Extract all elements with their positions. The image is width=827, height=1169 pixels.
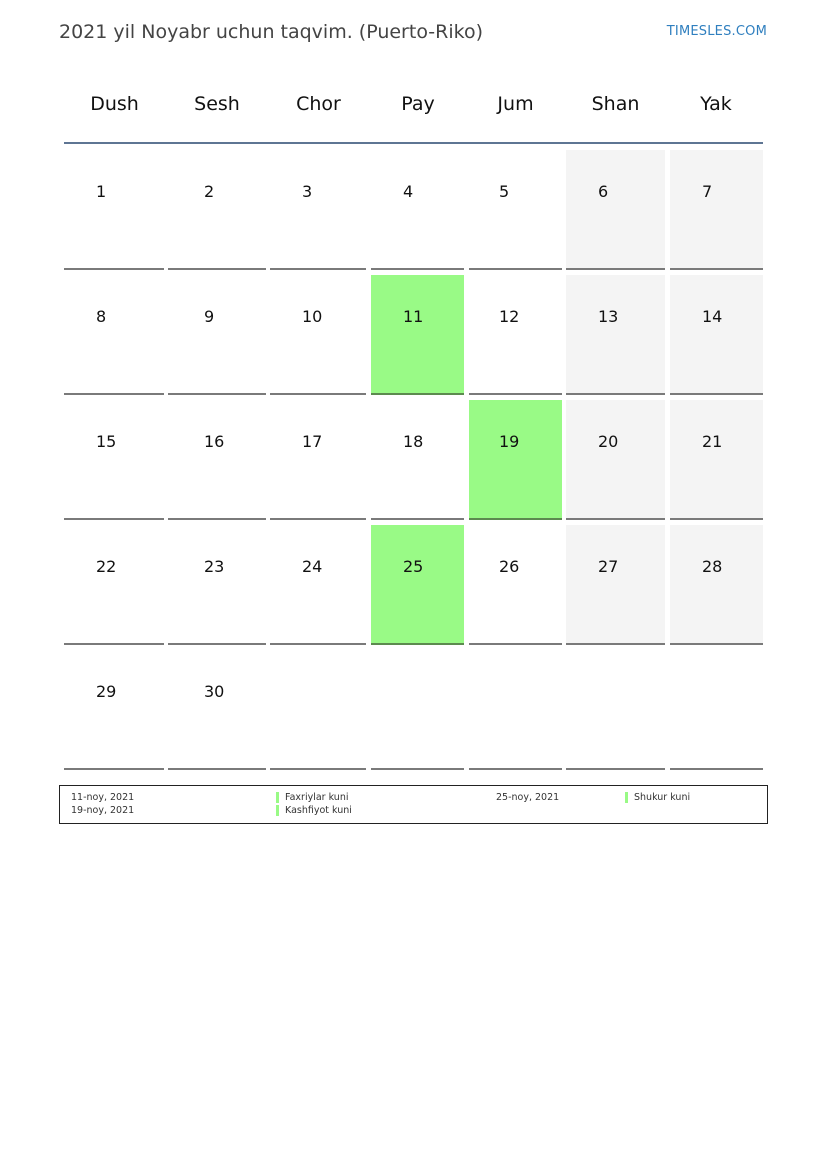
- header-divider: [64, 142, 763, 144]
- day-cell: [168, 650, 266, 770]
- day-number: 24: [302, 557, 323, 576]
- day-cell: [469, 275, 562, 395]
- weekday-label: Jum: [497, 93, 534, 115]
- day-cell: [64, 400, 164, 520]
- site-link[interactable]: TIMESLES.COM: [666, 24, 767, 39]
- holiday-color-swatch: [625, 792, 628, 803]
- weekday-label: Chor: [296, 93, 341, 115]
- day-number: 22: [96, 557, 117, 576]
- day-cell: [371, 150, 464, 270]
- day-number: 18: [403, 432, 424, 451]
- day-cell: [371, 275, 464, 395]
- day-number: 27: [598, 557, 619, 576]
- day-number: 15: [96, 432, 117, 451]
- day-cell: [371, 400, 464, 520]
- day-number: 19: [499, 432, 520, 451]
- empty-day-cell: [670, 650, 763, 770]
- legend-date: 11-noy, 2021: [71, 792, 135, 803]
- day-cell: [64, 275, 164, 395]
- day-number: 11: [403, 307, 424, 326]
- day-cell: [670, 275, 763, 395]
- day-number: 30: [204, 682, 225, 701]
- page-title: 2021 yil Noyabr uchun taqvim. (Puerto-Riko): [59, 21, 483, 43]
- weekday-header-row: [64, 88, 763, 120]
- day-cell: [168, 525, 266, 645]
- empty-day-cell: [371, 650, 464, 770]
- day-cell: [168, 275, 266, 395]
- day-number: 7: [702, 182, 713, 201]
- legend-holiday-name: Kashfiyot kuni: [285, 805, 352, 816]
- day-cell: [64, 525, 164, 645]
- day-number: 12: [499, 307, 520, 326]
- legend-holiday-name: Shukur kuni: [634, 792, 691, 803]
- day-cell: [469, 150, 562, 270]
- day-number: 13: [598, 307, 619, 326]
- day-cell: [371, 525, 464, 645]
- weekday-label: Pay: [401, 93, 435, 115]
- day-cell: [168, 400, 266, 520]
- weekday-label: Dush: [90, 93, 139, 115]
- holiday-color-swatch: [276, 805, 279, 816]
- day-cell: [469, 400, 562, 520]
- legend-date: 19-noy, 2021: [71, 805, 135, 816]
- legend-holiday-name: Faxriylar kuni: [285, 792, 349, 803]
- day-cell: [670, 525, 763, 645]
- day-cell: [64, 150, 164, 270]
- day-cell: [566, 275, 665, 395]
- day-number: 1: [96, 182, 107, 201]
- holiday-color-swatch: [276, 792, 279, 803]
- day-number: 2: [204, 182, 215, 201]
- day-number: 23: [204, 557, 225, 576]
- day-number: 8: [96, 307, 107, 326]
- day-number: 14: [702, 307, 723, 326]
- day-number: 28: [702, 557, 723, 576]
- day-number: 16: [204, 432, 225, 451]
- weekday-label: Shan: [591, 93, 640, 115]
- day-cell: [64, 650, 164, 770]
- day-cell: [270, 400, 366, 520]
- day-cell: [566, 150, 665, 270]
- day-number: 29: [96, 682, 117, 701]
- day-cell: [270, 525, 366, 645]
- day-cell: [270, 150, 366, 270]
- empty-day-cell: [469, 650, 562, 770]
- day-number: 21: [702, 432, 723, 451]
- day-cell: [168, 150, 266, 270]
- weekday-label: Sesh: [194, 93, 240, 115]
- day-number: 10: [302, 307, 323, 326]
- day-cell: [270, 275, 366, 395]
- empty-day-cell: [566, 650, 665, 770]
- day-cell: [566, 400, 665, 520]
- day-number: 6: [598, 182, 609, 201]
- day-number: 20: [598, 432, 619, 451]
- day-number: 25: [403, 557, 424, 576]
- day-number: 4: [403, 182, 414, 201]
- legend-date: 25-noy, 2021: [496, 792, 560, 803]
- day-cell: [670, 150, 763, 270]
- day-number: 3: [302, 182, 313, 201]
- holiday-legend: [59, 785, 768, 824]
- day-number: 26: [499, 557, 520, 576]
- day-number: 17: [302, 432, 323, 451]
- empty-day-cell: [270, 650, 366, 770]
- day-cell: [566, 525, 665, 645]
- day-cell: [469, 525, 562, 645]
- day-number: 9: [204, 307, 215, 326]
- day-cell: [670, 400, 763, 520]
- weekday-label: Yak: [700, 93, 732, 115]
- day-number: 5: [499, 182, 510, 201]
